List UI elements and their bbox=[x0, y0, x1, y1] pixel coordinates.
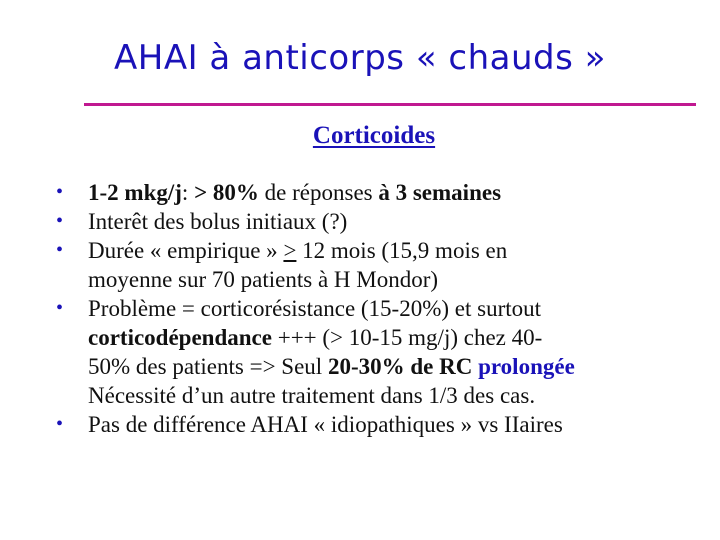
bullet-icon: • bbox=[56, 297, 64, 319]
bullet-item-dosage bbox=[56, 178, 696, 207]
slide-title: AHAI à anticorps « chauds » bbox=[114, 38, 606, 78]
problem-line-2 bbox=[88, 323, 696, 352]
greater-equal-sign: > bbox=[283, 238, 297, 263]
corticodependance-text: corticodépendance bbox=[88, 325, 272, 350]
duration-line-1 bbox=[88, 236, 696, 265]
bullet-icon: • bbox=[56, 181, 64, 203]
dose-text: 1-2 mkg/j bbox=[88, 180, 182, 205]
bullet-icon: • bbox=[56, 239, 64, 261]
problem-line-1: Problème = corticorésistance (15-20%) et surtout bbox=[88, 296, 542, 321]
bullet-item-difference bbox=[56, 410, 696, 439]
prolongee-text: prolongée bbox=[478, 354, 575, 379]
bullet-item-bolus bbox=[56, 207, 696, 236]
bullet-item-problem bbox=[56, 294, 696, 410]
rc-rate-text: 20-30% de RC bbox=[327, 354, 473, 379]
response-text: de réponses bbox=[258, 180, 379, 205]
duration-line-2: moyenne sur 70 patients à H Mondor) bbox=[88, 267, 439, 292]
patients-text: 50% des patients => Seul bbox=[88, 354, 328, 379]
section-subtitle: Corticoides bbox=[312, 122, 436, 149]
problem-line-4: Nécessité d’un autre traitement dans 1/3 des cas. bbox=[88, 383, 536, 408]
bullet-icon: • bbox=[56, 413, 64, 435]
time-text: à 3 semaines bbox=[378, 180, 502, 205]
difference-text: Pas de différence AHAI « idiopathiques » vs IIaires bbox=[88, 412, 563, 437]
dose-threshold-text: +++ (> 10-15 mg/j) chez 40- bbox=[271, 325, 543, 350]
colon-text: : bbox=[181, 180, 189, 205]
problem-line-3 bbox=[88, 352, 696, 381]
title-divider bbox=[84, 103, 696, 106]
bullet-icon: • bbox=[56, 210, 64, 232]
bullet-list bbox=[56, 178, 696, 439]
rate-text: > 80% bbox=[194, 180, 259, 205]
duration-post: 12 mois (15,9 mois en bbox=[296, 238, 508, 263]
bullet-item-duration bbox=[56, 236, 696, 294]
bolus-text: Interêt des bolus initiaux (?) bbox=[88, 209, 348, 234]
duration-pre: Durée « empirique » bbox=[88, 238, 284, 263]
